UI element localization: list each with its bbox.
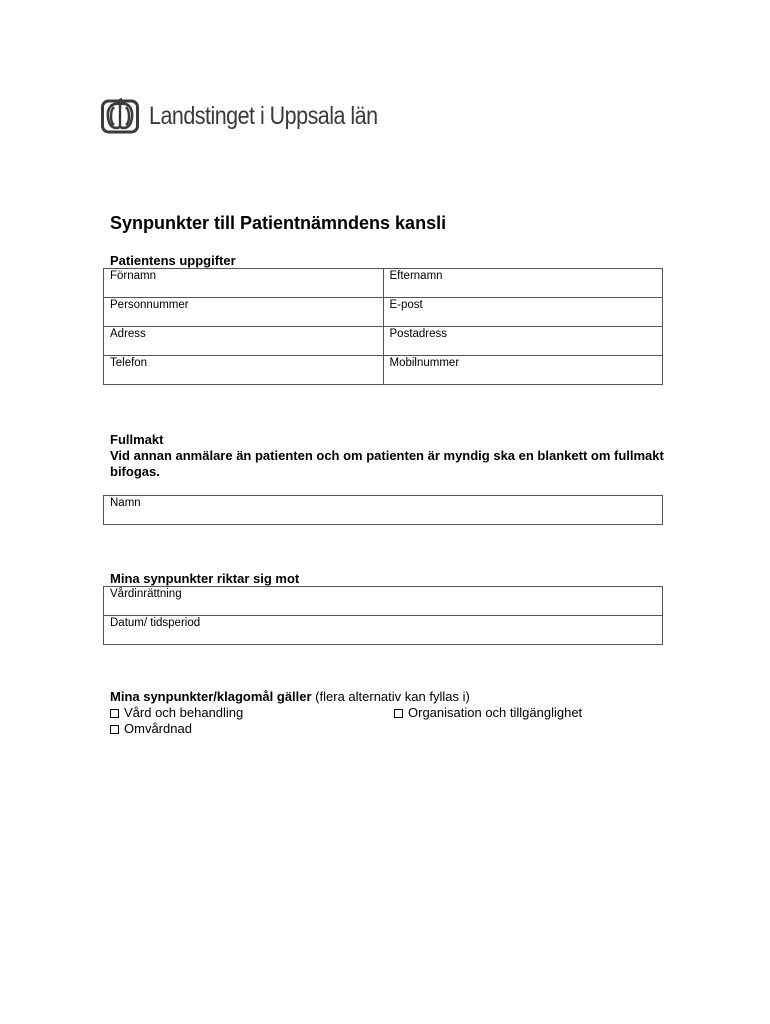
apple-logo-icon bbox=[101, 98, 139, 134]
patient-details-table bbox=[103, 268, 663, 385]
first-name-field[interactable]: Förnamn bbox=[104, 269, 384, 298]
phone-field[interactable]: Telefon bbox=[104, 356, 384, 385]
organization-name: Landstinget i Uppsala län bbox=[149, 101, 378, 130]
target-section-heading: Mina synpunkter riktar sig mot bbox=[110, 571, 300, 586]
options-row bbox=[110, 705, 670, 721]
option-label: Omvårdnad bbox=[124, 721, 192, 736]
options-row bbox=[110, 721, 670, 737]
checkbox-icon[interactable] bbox=[394, 709, 403, 718]
patient-section-heading: Patientens uppgifter bbox=[110, 253, 236, 268]
table-row bbox=[104, 298, 663, 327]
table-row bbox=[104, 327, 663, 356]
last-name-field[interactable]: Efternamn bbox=[383, 269, 663, 298]
checkbox-icon[interactable] bbox=[110, 725, 119, 734]
fullmakt-heading: Fullmakt bbox=[110, 432, 164, 447]
option-label: Organisation och tillgänglighet bbox=[408, 705, 583, 720]
address-field[interactable]: Adress bbox=[104, 327, 384, 356]
checkbox-icon[interactable] bbox=[110, 709, 119, 718]
complaint-category-heading bbox=[110, 689, 670, 705]
fullmakt-table bbox=[103, 495, 663, 525]
postal-address-field[interactable]: Postadress bbox=[383, 327, 663, 356]
table-row bbox=[104, 356, 663, 385]
care-facility-field[interactable]: Vårdinrättning bbox=[104, 587, 663, 616]
option-organisation-access[interactable] bbox=[394, 705, 582, 721]
complaint-category-section bbox=[110, 689, 670, 737]
option-nursing[interactable] bbox=[110, 721, 394, 737]
fullmakt-section bbox=[110, 432, 670, 480]
table-row bbox=[104, 269, 663, 298]
table-row bbox=[104, 587, 663, 616]
organization-logo bbox=[101, 98, 415, 134]
complaint-category-title: Mina synpunkter/klagomål gäller bbox=[110, 689, 312, 704]
table-row bbox=[104, 616, 663, 645]
page-title: Synpunkter till Patientnämndens kansli bbox=[110, 213, 447, 233]
name-field[interactable]: Namn bbox=[104, 496, 663, 525]
mobile-field[interactable]: Mobilnummer bbox=[383, 356, 663, 385]
complaint-category-note: (flera alternativ kan fyllas i) bbox=[311, 689, 470, 704]
fullmakt-text: Vid annan anmälare än patienten och om patienten är myndig ska en blankett om fullmakt bifogas. bbox=[110, 448, 664, 479]
target-table bbox=[103, 586, 663, 645]
date-period-field[interactable]: Datum/ tidsperiod bbox=[104, 616, 663, 645]
email-field[interactable]: E-post bbox=[383, 298, 663, 327]
option-label: Vård och behandling bbox=[124, 705, 244, 720]
personal-number-field[interactable]: Personnummer bbox=[104, 298, 384, 327]
option-care-treatment[interactable] bbox=[110, 705, 394, 721]
table-row bbox=[104, 496, 663, 525]
